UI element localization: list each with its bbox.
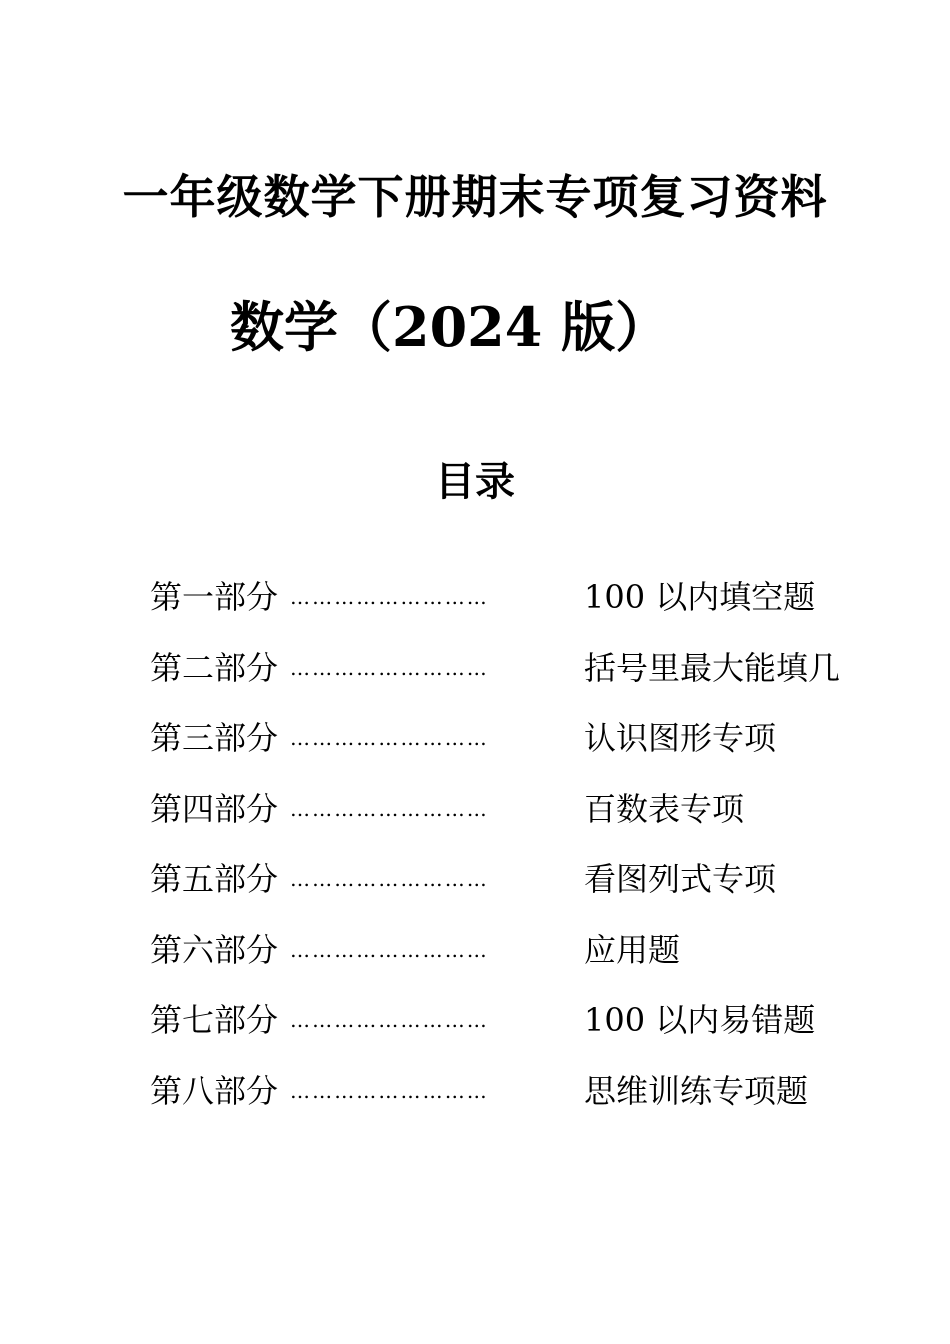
toc-entry [150,985,910,1056]
toc-heading: 目录 [435,458,515,505]
toc-leader-dots: ……………………… [290,655,489,680]
toc-part-label: 第四部分 [150,789,279,828]
toc-leader-dots: ……………………… [290,1078,489,1103]
toc-part-label: 第七部分 [150,1001,279,1040]
toc-entry [150,844,910,915]
table-of-contents [150,562,910,1126]
toc-entry [150,703,910,774]
toc-topic: 百数表专项 [584,789,745,828]
toc-topic: 100 以内易错题 [584,1001,816,1040]
toc-topic: 括号里最大能填几 [584,648,841,687]
toc-leader-dots: ……………………… [290,726,489,751]
toc-part-label: 第五部分 [150,860,279,899]
toc-leader-dots: ……………………… [290,796,489,821]
toc-leader-dots: ……………………… [290,867,489,892]
toc-entry [150,633,910,704]
document-subtitle: 数学（2024 版） [230,295,670,359]
toc-leader-dots: ……………………… [290,937,489,962]
toc-part-label: 第八部分 [150,1071,279,1110]
toc-entry [150,774,910,845]
toc-entry [150,562,910,633]
toc-topic: 100 以内填空题 [584,578,816,617]
toc-topic: 看图列式专项 [584,860,777,899]
toc-part-label: 第三部分 [150,719,279,758]
toc-part-label: 第六部分 [150,930,279,969]
toc-topic: 应用题 [584,930,681,969]
toc-topic: 思维训练专项题 [584,1071,809,1110]
toc-part-label: 第一部分 [150,578,279,617]
toc-leader-dots: ……………………… [290,1008,489,1033]
toc-entry [150,915,910,986]
toc-leader-dots: ……………………… [290,585,489,610]
document-title: 一年级数学下册期末专项复习资料 [122,170,828,224]
toc-part-label: 第二部分 [150,648,279,687]
toc-entry [150,1056,910,1127]
toc-topic: 认识图形专项 [584,719,777,758]
